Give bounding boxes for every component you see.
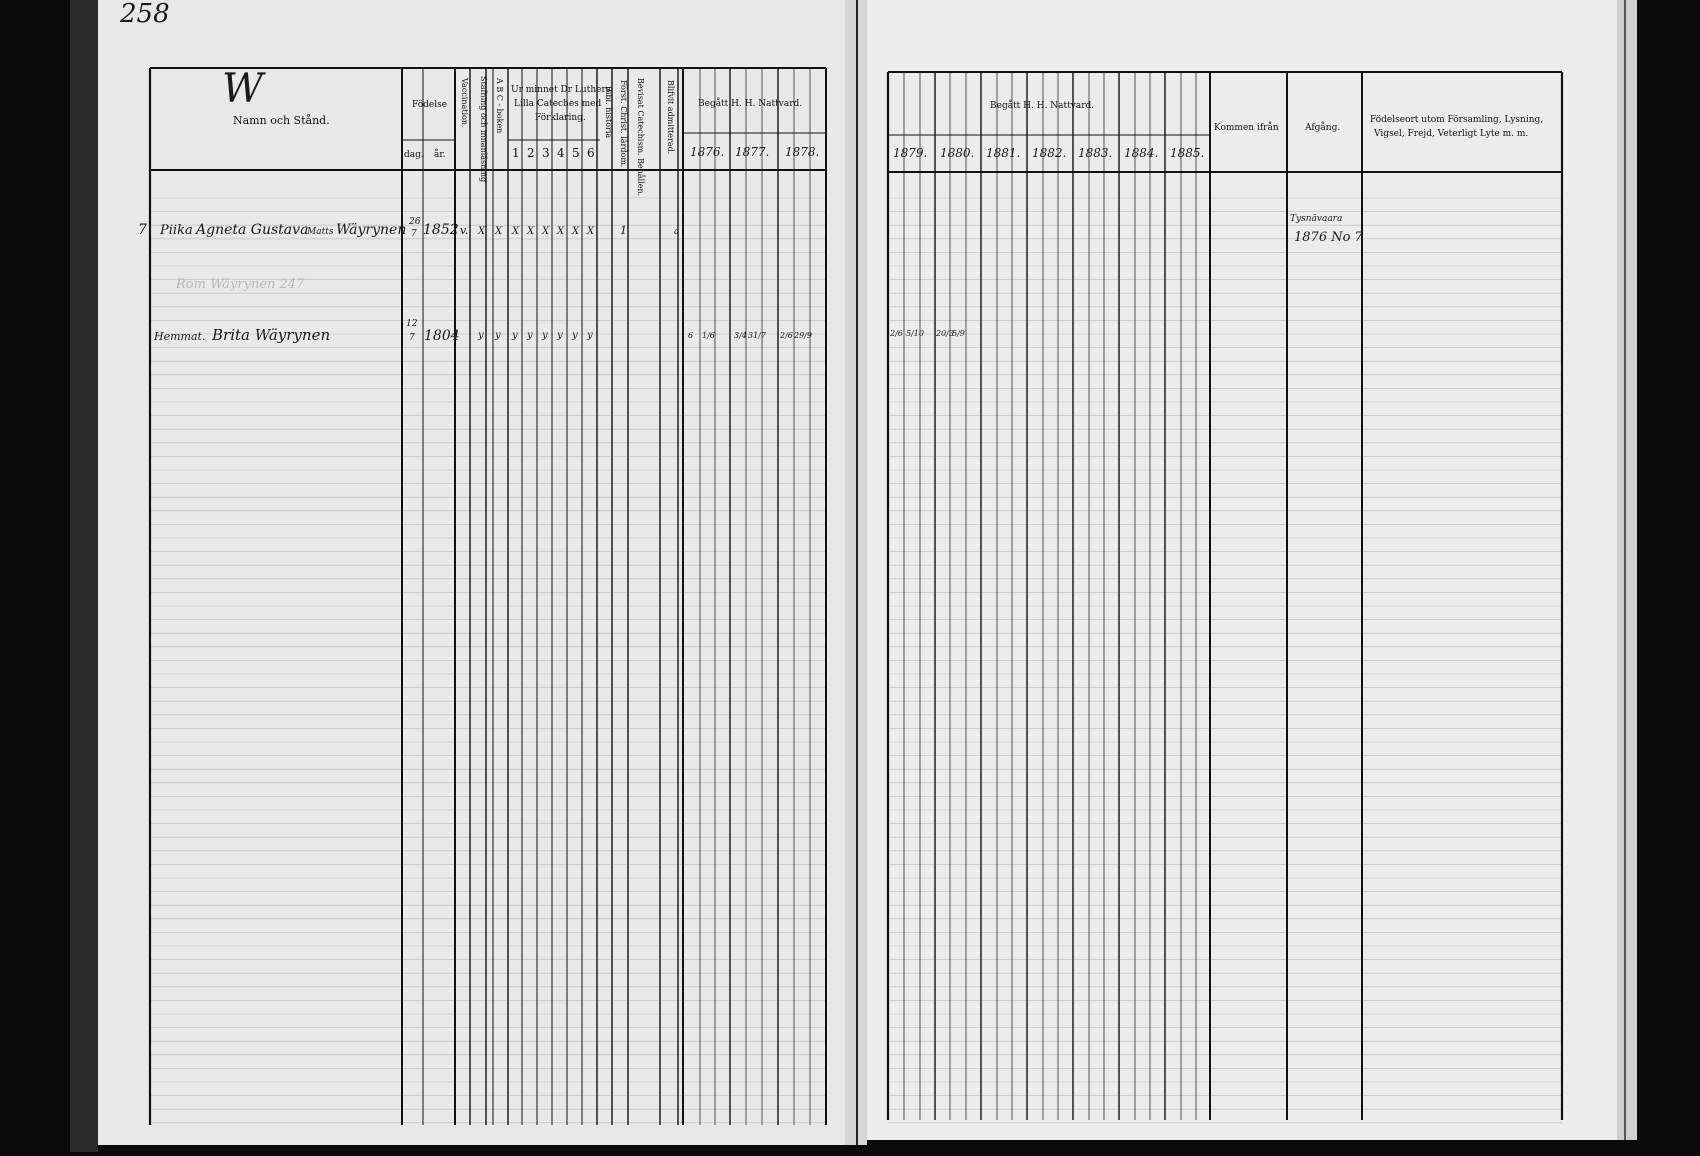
entry-2-mark: y (495, 330, 501, 341)
year-1880: 1880. (940, 146, 975, 160)
catechism-number-4: 4 (557, 146, 565, 160)
header-stafning: Stafning och innanläsning (479, 76, 488, 183)
entry-2-natt-1879a: 2/6 (890, 329, 903, 338)
header-blifvit: Blifvit admitterad. (666, 80, 675, 155)
header-cat-3: Förklaring. (535, 113, 586, 123)
entry-1-mark: X (512, 226, 520, 237)
entry-1-parent: Matts (307, 227, 334, 237)
entry-1-surname: Wäyrynen (336, 222, 407, 238)
entry-1-bibl: 1 (620, 224, 627, 237)
entry-2-natt-1878b: 29/9 (794, 331, 812, 340)
entry-1-dag-day: 26 (409, 217, 421, 227)
entry-2-name: Brita Wäyrynen (212, 326, 331, 344)
header-fodelsecort-2: Vigsel, Frejd, Veterligt Lyte m. m. (1374, 129, 1529, 139)
entry-1-mark: X (495, 226, 503, 237)
header-dag: dag. (404, 150, 424, 160)
year-1881: 1881. (986, 146, 1021, 160)
entry-1-mark: X (542, 226, 550, 237)
header-fodelse: Födelse (412, 100, 448, 110)
entry-1-mark: X (527, 226, 535, 237)
entry-2-natt-1876b: 1/6 (702, 331, 715, 340)
year-1883: 1883. (1078, 146, 1113, 160)
section-letter: W (222, 66, 264, 112)
header-bibl: Bibl. historia (604, 86, 613, 139)
header-natt-right: Begått H. H. Nattvard. (990, 101, 1095, 111)
entry-2-natt-1880b: 5/9 (952, 329, 965, 338)
header-ar: år. (434, 150, 446, 160)
catechism-number-6: 6 (587, 146, 595, 160)
entry-faint-note: Rom Wäyrynen 247 (176, 277, 305, 292)
entry-1-kommen: Tysnävaara (1290, 214, 1343, 224)
catechism-number-1: 1 (512, 146, 520, 160)
entry-2-mark: y (557, 330, 563, 341)
entry-1-mark: X (587, 226, 595, 237)
entry-1-year: 1852 (423, 222, 459, 238)
entry-1-vacc: v. (460, 224, 469, 237)
year-1877: 1877. (735, 145, 770, 159)
entry-2-mark: y (478, 330, 484, 341)
entry-2-mark: y (587, 330, 593, 341)
entry-2-mark: y (572, 330, 578, 341)
entry-2-natt-1878a: 2/6 (780, 331, 793, 340)
header-fodelsecort-1: Födelseort utom Församling, Lysning, (1370, 115, 1544, 125)
catechism-number-3: 3 (542, 146, 550, 160)
page-number: 258 (120, 0, 170, 29)
header-kommen: Kommen ifrån (1214, 123, 1279, 133)
entry-2-natt-1880a: 20/3 (936, 329, 954, 338)
header-cat-1: Ur minnet Dr Luthers (511, 85, 611, 95)
year-1882: 1882. (1032, 146, 1067, 160)
entry-2-natt-1877a: 3/4 (734, 331, 747, 340)
year-1879: 1879. (893, 146, 928, 160)
entry-2-dag-day: 12 (406, 319, 418, 329)
entry-1-admit: a (674, 227, 680, 237)
catechism-number-5: 5 (572, 146, 580, 160)
header-vaccination: Vaccination. (460, 78, 469, 128)
header-cat-2: Lilla Cateches med (514, 99, 602, 109)
header-forst: Först. Christ. lärdom. (619, 80, 628, 168)
header-bevisat: Bevisat Catechism. Behållen. (636, 78, 645, 197)
entry-2-year: 1804 (424, 328, 460, 344)
header-namn: Namn och Stånd. (233, 114, 330, 127)
entry-1-marker: 7 (138, 222, 147, 238)
year-1884: 1884. (1124, 146, 1159, 160)
entry-1-kommen-2: 1876 No 7 (1294, 230, 1363, 245)
entry-2-stand: Hemmat. (154, 330, 206, 343)
header-abc: A B C - boken (495, 78, 504, 134)
entry-1-stand: Piika (160, 223, 193, 238)
entry-2-natt-1876a: 6 (688, 331, 694, 340)
catechism-number-2: 2 (527, 146, 535, 160)
header-afgang: Afgång. (1305, 123, 1341, 133)
entry-2-mark: y (542, 330, 548, 341)
entry-1-dag-month: 7 (411, 229, 417, 239)
entry-2-mark: y (512, 330, 518, 341)
entry-1-name: Agneta Gustava (196, 222, 309, 238)
entry-2-natt-1879b: 5/10 (906, 329, 924, 338)
entry-1-mark: X (478, 226, 486, 237)
header-natt-left: Begått H. H. Nattvard. (698, 99, 803, 109)
year-1878: 1878. (785, 145, 820, 159)
year-1876: 1876. (690, 145, 725, 159)
entry-1-mark: X (557, 226, 565, 237)
entry-2-dag-month: 7 (409, 333, 415, 343)
entry-2-natt-1877b: 31/7 (748, 331, 766, 340)
entry-2-mark: y (527, 330, 533, 341)
entry-1-mark: X (572, 226, 580, 237)
year-1885: 1885. (1170, 146, 1205, 160)
